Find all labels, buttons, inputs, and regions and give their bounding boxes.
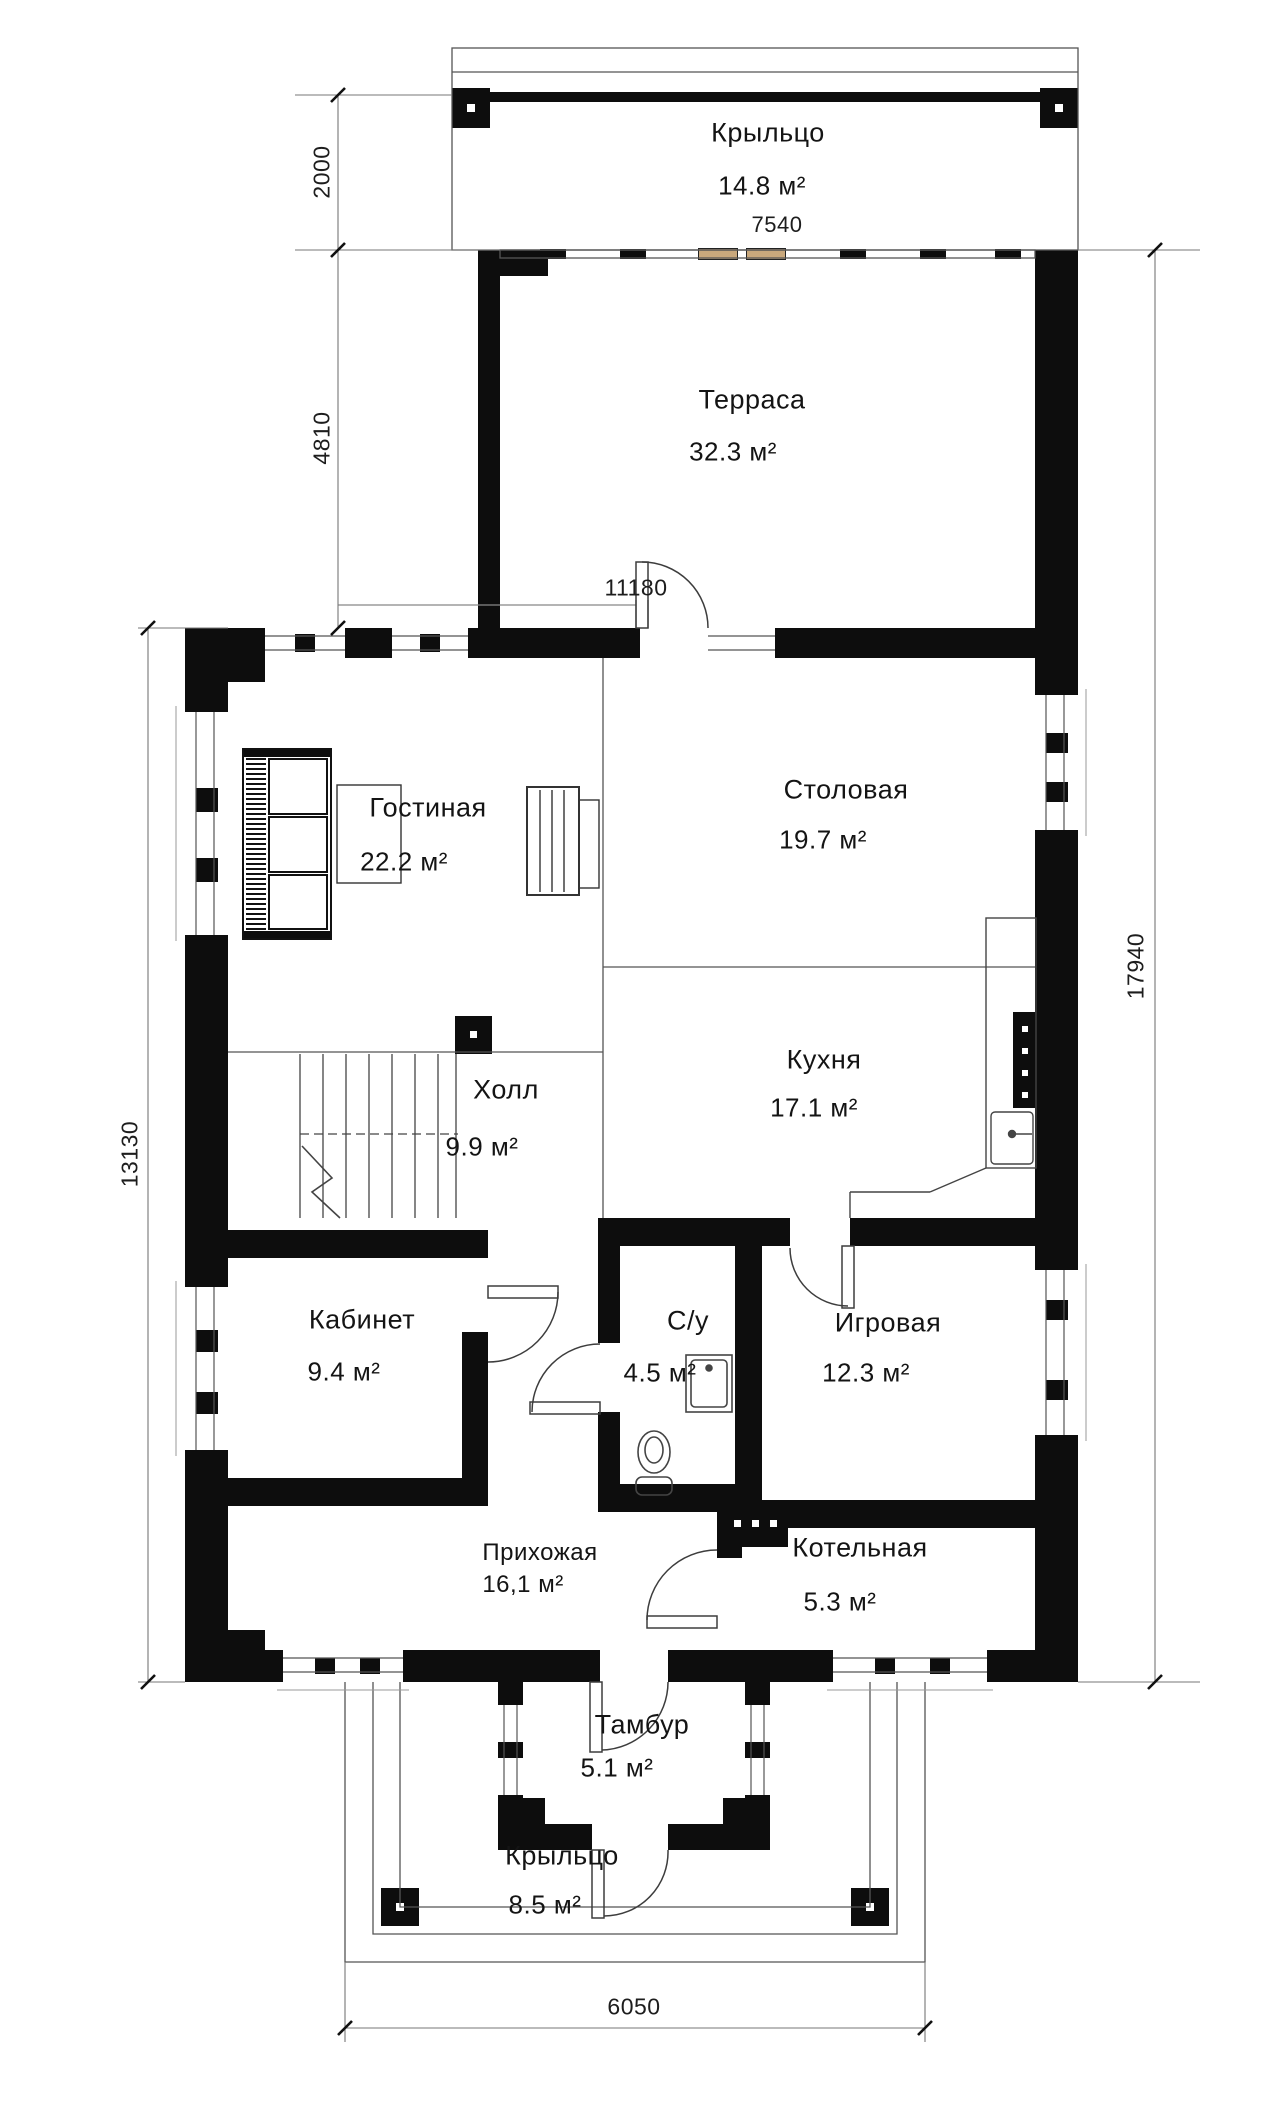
dim-17940: 17940 bbox=[1122, 932, 1149, 1000]
room-area-wc: 4.5 м² bbox=[623, 1357, 697, 1388]
room-label-kitchen: Кухня bbox=[786, 1044, 862, 1075]
room-label-porch-top: Крыльцо bbox=[711, 117, 825, 148]
staircase bbox=[300, 1054, 458, 1218]
room-area-entry: 16,1 м² bbox=[482, 1571, 564, 1598]
dim-13130: 13130 bbox=[116, 1120, 143, 1188]
toilet bbox=[636, 1431, 672, 1495]
room-area-kitchen: 17.1 м² bbox=[770, 1092, 858, 1123]
window-frames bbox=[196, 636, 1064, 1795]
room-label-hall: Холл bbox=[473, 1074, 539, 1105]
dim-11180: 11180 bbox=[604, 574, 668, 601]
room-label-dining: Столовая bbox=[783, 774, 909, 805]
room-area-terrace: 32.3 м² bbox=[689, 436, 777, 467]
room-area-playroom: 12.3 м² bbox=[822, 1357, 910, 1388]
room-area-office: 9.4 м² bbox=[307, 1356, 381, 1387]
room-label-terrace: Терраса bbox=[698, 384, 806, 415]
room-area-dining: 19.7 м² bbox=[779, 824, 867, 855]
dim-4810: 4810 bbox=[308, 411, 335, 465]
kitchen-counter bbox=[850, 918, 1036, 1218]
dim-7540: 7540 bbox=[751, 212, 803, 237]
room-area-porch-bottom: 8.5 м² bbox=[508, 1889, 582, 1920]
dimension-lines bbox=[138, 95, 1200, 2042]
room-area-vestibule: 5.1 м² bbox=[580, 1752, 654, 1783]
room-area-hall: 9.9 м² bbox=[445, 1131, 519, 1162]
room-label-boiler-room: Котельная bbox=[792, 1532, 928, 1563]
room-area-boiler-room: 5.3 м² bbox=[803, 1586, 877, 1617]
room-area-living: 22.2 м² bbox=[360, 846, 448, 877]
room-area-porch-top: 14.8 м² bbox=[718, 170, 806, 201]
room-label-entry: Прихожая bbox=[482, 1539, 598, 1566]
room-label-playroom: Игровая bbox=[834, 1307, 942, 1338]
dim-6050: 6050 bbox=[607, 1993, 661, 2020]
dim-2000: 2000 bbox=[308, 145, 335, 199]
room-label-vestibule: Тамбур bbox=[594, 1709, 690, 1740]
room-label-porch-bottom: Крыльцо bbox=[505, 1840, 619, 1871]
room-label-wc: С/у bbox=[667, 1305, 709, 1336]
room-label-living: Гостиная bbox=[369, 792, 487, 823]
dimension-ticks bbox=[141, 88, 1162, 2035]
room-label-office: Кабинет bbox=[308, 1304, 416, 1335]
